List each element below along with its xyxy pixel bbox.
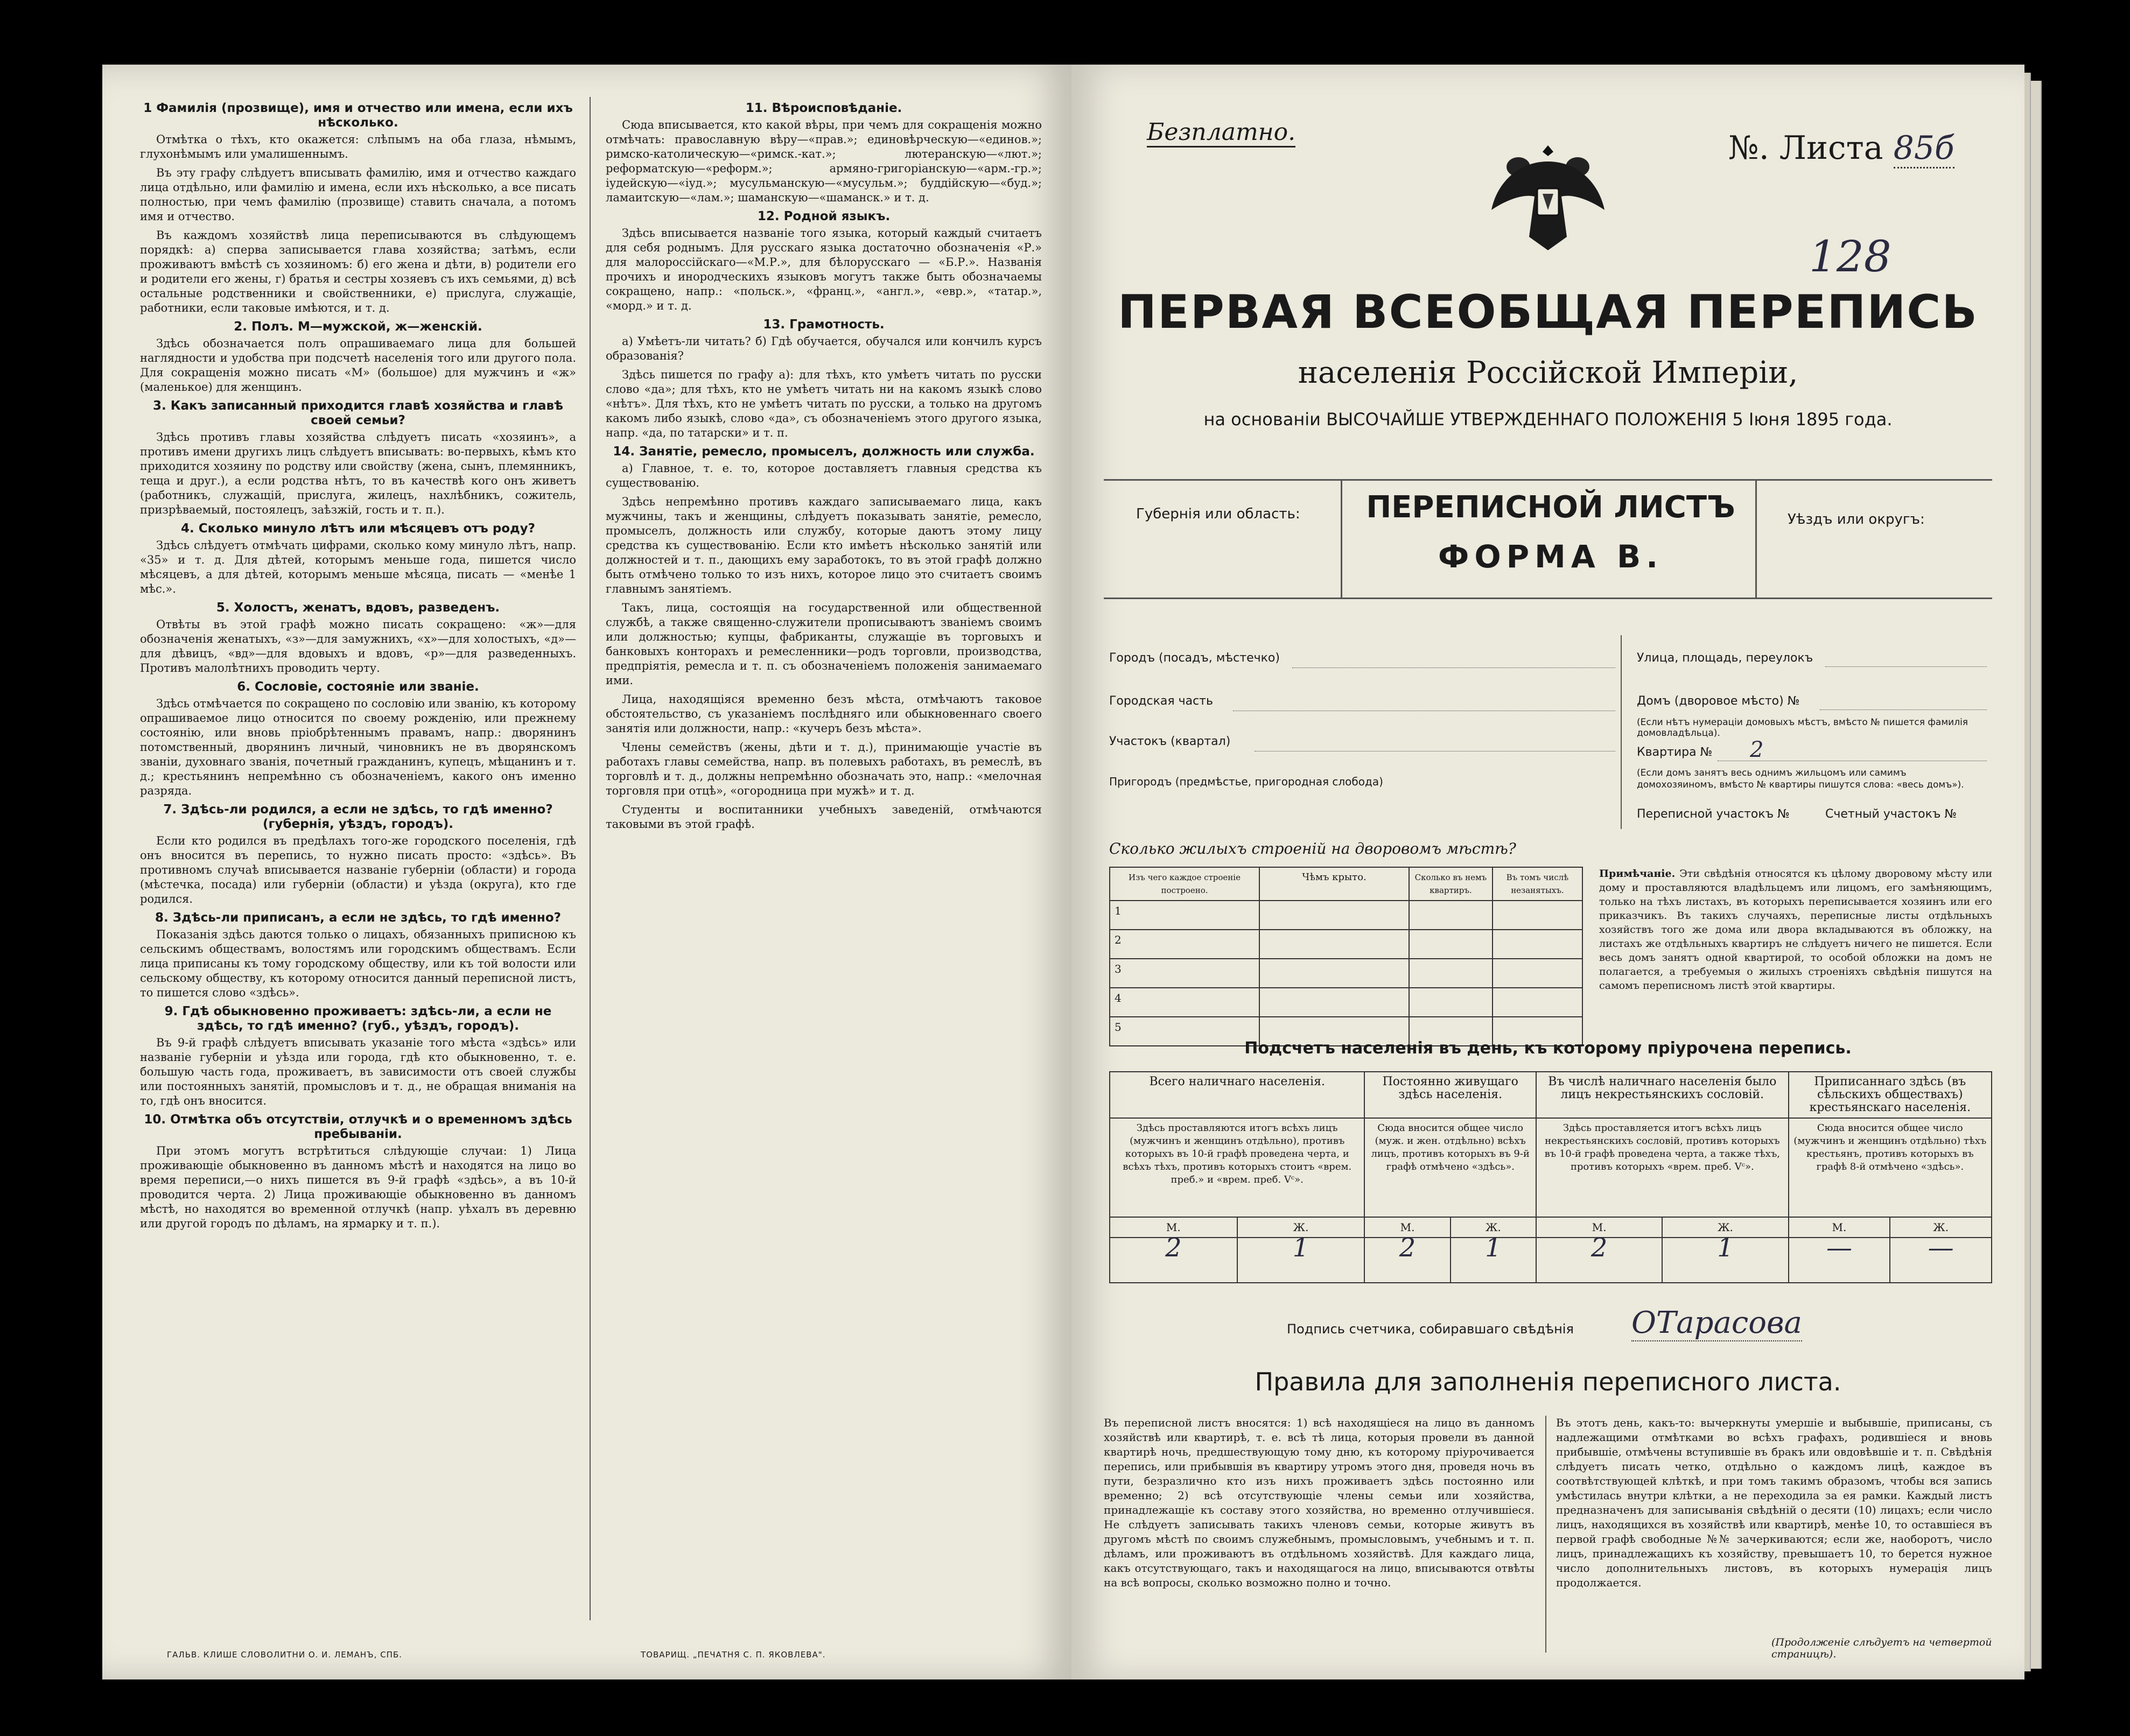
section-paragraph: Здѣсь непремѣнно противъ каждаго записываемаго лица, какъ мужчины, такъ и женщины, слѣдуетъ показывать занятіе, ремесло, промыселъ, должность или службу, которые даютъ этому лицу средства къ существованію. Если кто имѣетъ нѣсколько занятій или должностей и т. п., дающихъ ему заработокъ, то въ этой графѣ должно быть отмѣчено только то изъ нихъ, которое лицо это считаетъ своимъ главнымъ занятіемъ. <box>606 495 1042 595</box>
population-table <box>1109 1071 1992 1283</box>
section-paragraph: Если кто родился въ предѣлахъ того-же городского поселенія, гдѣ онъ вносится въ перепись, то нужно писать просто: «здѣсь». Въ противномъ случаѣ вписывается названіе губерніи (области) и города (мѣстечка, посада) или губерніи (области) и уѣзда (округа), кто где родился. <box>140 834 576 905</box>
sheet-number-value: 85б <box>1894 129 1954 168</box>
rules-continued: (Продолженіе слѣдуетъ на четвертой страницѣ). <box>1771 1636 1992 1660</box>
rules-column-1: Въ переписной листъ вносятся: 1) всѣ находящіеся на лицо въ данномъ хозяйствѣ или квартирѣ, т. е. всѣ тѣ лица, которыя провели въ данной квартирѣ ночь, предшествующую тому дню, къ которому пріурочивается перепись, или прибывшія въ квартиру утромъ этого дня, проведя ночь въ пути, безразлично кто изъ нихъ проживаетъ здѣсь постоянно или временно; 2) всѣ отсутствующіе члены семьи или хозяйства, принадлежащіе къ составу этого хозяйства, но временно отлучившіеся. Не слѣдуетъ записывать такихъ членовъ семьи, которые живутъ въ другомъ мѣстѣ по своимъ служебнымъ, промысловымъ, учебнымъ и т. п. дѣламъ, или проживаютъ въ отдѣльномъ хозяйствѣ. Для каждаго лица, какъ отсутствующаго, такъ и находящагося на лицо, вписываются отвѣты на всѣ вопросы, сколько возможно полно и точно. <box>1104 1416 1535 1589</box>
counting-label: Счетный участокъ № <box>1825 807 1957 821</box>
buildings-header: Чѣмъ крыто. <box>1259 867 1409 901</box>
right-page <box>1071 65 2024 1679</box>
population-header: Приписаннаго здѣсь (въ сѣльскихъ обществахъ) крестьянскаго населенія. <box>1789 1072 1992 1118</box>
section-paragraph: При этомъ могутъ встрѣтиться слѣдующіе случаи: 1) Лица проживающіе обыкновенно въ данномъ мѣстѣ и находятся на лицо во время переписи,—о нихъ пишется въ 9-й графѣ «здѣсь», а въ 10-й проводится черта. 2) Лица проживающіе обыкновенно въ данномъ мѣстѣ, но находятся во временной отлучкѣ (напр. уѣхалъ въ деревню или другой городъ по дѣламъ, на ярмарку и т. п.). <box>140 1144 576 1230</box>
section-heading: 11. Вѣроисповѣданіе. <box>745 101 902 115</box>
population-value: 1 <box>1451 1238 1536 1283</box>
population-desc: Здѣсь проставляется итогъ всѣхъ лицъ некрестьянскихъ сословій, противъ которыхъ въ 10-й графѣ проведена черта, а также тѣхъ, противъ которыхъ «врем. преб. Vᶜ». <box>1536 1118 1789 1217</box>
population-desc: Сюда вносится общее число (мужчинъ и женщинъ отдѣльно) тѣхъ крестьянъ, противъ которыхъ въ графѣ 8-й отмѣчено «здѣсь». <box>1789 1118 1992 1217</box>
section-paragraph: а) Главное, т. е. то, которое доставляетъ главныя средства къ существованію. <box>606 462 1042 489</box>
female-label: Ж. <box>1662 1217 1788 1238</box>
buildings-cell <box>1409 988 1493 1017</box>
buildings-cell <box>1259 930 1409 959</box>
section-heading: 10. Отмѣтка объ отсутствіи, отлучкѣ и о временномъ здѣсь пребываніи. <box>144 1113 572 1141</box>
male-label: М. <box>1789 1217 1890 1238</box>
address-line <box>1825 666 1987 667</box>
instructions-column-2 <box>606 97 1042 1620</box>
column-divider <box>590 97 591 1620</box>
section-heading: 13. Грамотность. <box>763 318 885 332</box>
section-paragraph: Здѣсь слѣдуетъ отмѣчать цифрами, сколько кому минуло лѣтъ, напр. «35» и т. д. Для дѣтей, которымъ меньше года, пишется число мѣсяцевъ, а для дѣтей, которымъ меньше мѣсяца, писать — «менѣе 1 мѣс.». <box>140 539 576 595</box>
buildings-header: Въ томъ числѣ незанятыхъ. <box>1493 867 1582 901</box>
section-heading: 14. Занятіе, ремесло, промыселъ, должность или служба. <box>613 445 1035 459</box>
buildings-row-num: 5 <box>1110 1017 1259 1046</box>
population-desc: Сюда вносится общее число (муж. и жен. отдѣльно) всѣхъ лицъ, противъ которыхъ въ 9-й графѣ отмѣчено «здѣсь». <box>1364 1118 1536 1217</box>
house-label: Домъ (дворовое мѣсто) № <box>1637 694 1800 708</box>
male-label: М. <box>1536 1217 1662 1238</box>
apartment-note: (Если домъ занятъ весь однимъ жильцомъ или самимъ домохозяиномъ, вмѣсто № квартиры пишутся слова: «весь домъ»). <box>1637 768 1964 790</box>
buildings-cell <box>1409 930 1493 959</box>
male-label: М. <box>1364 1217 1450 1238</box>
address-city-label: Городъ (посадъ, мѣстечко) <box>1109 651 1280 665</box>
precinct-label: Переписной участокъ № <box>1637 807 1790 821</box>
apartment-value: 2 <box>1750 737 1764 762</box>
sheet-number-label-text: №. Листа <box>1728 129 1883 167</box>
address-block-label: Участокъ (квартал) <box>1109 735 1231 748</box>
free-label: Безплатно. <box>1147 118 1295 147</box>
header-box-top <box>1104 479 1992 481</box>
buildings-cell <box>1259 959 1409 988</box>
buildings-cell <box>1493 988 1582 1017</box>
apartment-label: Квартира № <box>1637 746 1713 759</box>
section-paragraph: Показанія здѣсь даются только о лицахъ, обязанныхъ приписною къ сельскимъ обществамъ, волостямъ или городскимъ обществамъ. Если лица приписаны къ тому городскому обществу, или къ той волости или сельскому обществу, къ которому относится данный переписной листъ, то пишется слово «здѣсь». <box>140 928 576 999</box>
buildings-row-num: 4 <box>1110 988 1259 1017</box>
left-page <box>102 65 1071 1679</box>
population-value: 2 <box>1536 1238 1662 1283</box>
signature-label: Подпись счетчика, собиравшаго свѣдѣнія <box>1287 1322 1574 1337</box>
section-paragraph: Здѣсь противъ главы хозяйства слѣдуетъ писать «хозяинъ», а противъ имени другихъ лицъ слѣдуетъ вписывать: во-первыхъ, кѣмъ кто приходится хозяину по родству или свойству (жена, сынъ, племянникъ, теща и друг.), а если родства нѣтъ, то въ качествѣ кого онъ живетъ (работникъ, служащій, прислуга, жилецъ, нахлѣбникъ, сожитель, призрѣваемый, постоялецъ, заѣзжій, гость и т. п.). <box>140 431 576 516</box>
buildings-note <box>1599 867 1992 993</box>
section-paragraph: а) Умѣетъ-ли читать? б) Гдѣ обучается, обучался или кончилъ курсъ образованія? <box>606 335 1042 362</box>
census-subtitle: населенія Россійской Имперіи, <box>1298 355 1798 390</box>
buildings-row-num: 1 <box>1110 901 1259 930</box>
instructions-column-1 <box>140 97 576 1620</box>
population-value: — <box>1789 1238 1890 1283</box>
form-letter: ФОРМА В. <box>1438 538 1664 575</box>
section-paragraph: Въ каждомъ хозяйствѣ лица переписываются въ слѣдующемъ порядкѣ: а) сперва записывается глава хозяйства; затѣмъ, если проживаютъ вмѣстѣ съ хозяиномъ: б) его жена и дѣти, в) родители его и родители его жены, г) братья и сестры хозяевъ съ ихъ семьями, д) всѣ остальные родственники и свойственники, е) прислуга, служащіе, работники, если таковые имѣются, и т. д. <box>140 229 576 314</box>
imperial-eagle-emblem <box>1486 129 1610 253</box>
buildings-row-num: 3 <box>1110 959 1259 988</box>
female-label: Ж. <box>1451 1217 1536 1238</box>
district-label: Уѣздъ или округъ: <box>1788 511 1925 528</box>
buildings-cell <box>1493 959 1582 988</box>
section-heading: 6. Сословіе, состояніе или званіе. <box>237 680 479 694</box>
street-label: Улица, площадь, переулокъ <box>1637 651 1813 665</box>
population-header: Постоянно живущаго здѣсь населенія. <box>1364 1072 1536 1118</box>
rules-divider <box>1545 1416 1546 1653</box>
section-heading: 3. Какъ записанный приходится главѣ хозяйства и главѣ своей семьи? <box>152 399 564 427</box>
section-heading: 7. Здѣсь-ли родился, а если не здѣсь, то гдѣ именно? (губернія, уѣздъ, городъ). <box>163 803 553 831</box>
section-heading: 5. Холостъ, женатъ, вдовъ, разведенъ. <box>216 601 500 615</box>
section-paragraph: Здѣсь отмѣчается по сокращено по сословію или званію, къ которому опрашиваемое лицо относится по своему рожденію, или прежнему состоянію, или вновь пріобрѣтеннымъ правамъ, напр.: дворянинъ потомственный, дворянинъ личный, чиновникъ не въ дворянскомъ званіи, духовнаго званія, почетный гражданинъ, купецъ, мѣщанинъ и т. д.; крестьянинъ непремѣнно съ обозначеніемъ, какого онъ именно разряда. <box>140 697 576 797</box>
population-header: Въ числѣ наличнаго населенія было лицъ некрестьянскихъ сословій. <box>1536 1072 1789 1118</box>
rules-title: Правила для заполненія переписного листа. <box>1255 1367 1841 1396</box>
header-box-bottom <box>1104 598 1992 599</box>
address-suburb-label: Пригородъ (предмѣстье, пригородная слобода) <box>1109 775 1383 788</box>
buildings-cell <box>1259 988 1409 1017</box>
buildings-header: Сколько въ немъ квартиръ. <box>1409 867 1493 901</box>
population-value: 2 <box>1364 1238 1450 1283</box>
buildings-table <box>1109 867 1583 1046</box>
address-line <box>1820 709 1987 710</box>
sheet-number-label <box>1728 129 1954 167</box>
section-paragraph: Члены семействъ (жены, дѣти и т. д.), принимающіе участіе въ работахъ главы семейства, напр. въ полевыхъ работахъ, въ ремеслѣ, въ торговлѣ и т. д., должны непремѣнно обозначать это, напр.: «мелочная торговля при отцѣ», «огородница при мужѣ» и т. д. <box>606 741 1042 797</box>
legal-basis: на основаніи ВЫСОЧАЙШЕ УТВЕРЖДЕННАГО ПОЛОЖЕНІЯ 5 Іюня 1895 года. <box>1203 409 1893 430</box>
census-title: ПЕРВАЯ ВСЕОБЩАЯ ПЕРЕПИСЬ <box>1118 285 1978 339</box>
section-paragraph: Въ 9-й графѣ слѣдуетъ вписывать указаніе того мѣста «здѣсь» или названіе губерніи и уѣзда или города, гдѣ кто обыкновенно, т. е. большую часть года, проживаетъ, въ зависимости отъ своей службы или постоянныхъ занятій, промысловъ и т. д., не обращая вниманія на то, гдѣ онъ вносится. <box>140 1036 576 1107</box>
population-desc: Здѣсь проставляются итогъ всѣхъ лицъ (мужчинъ и женщинъ отдѣльно), противъ которыхъ въ 10-й графѣ проведена черта, и всѣхъ тѣхъ, противъ которыхъ стоитъ «врем. преб.» и «врем. преб. Vᶜ». <box>1110 1118 1364 1217</box>
section-heading: 8. Здѣсь-ли приписанъ, а если не здѣсь, то гдѣ именно? <box>155 911 561 925</box>
section-paragraph: Сюда вписывается, кто какой вѣры, при чемъ для сокращенія можно отмѣчать: православную вѣру—«прав.»; единовѣрческую—«единов.»; римско-католическую—«римск.-кат.»; лютеранскую—«лют.»; реформатскую—«реформ.»; армяно-григоріанскую—«арм.-гр.»; іудейскую—«іуд.»; мусульманскую—«мусульм.»; буддійскую—«буд.»; ламаитскую—«лам.»; шаманскую—«шаманск.» и т. д. <box>606 118 1042 204</box>
buildings-header: Изъ чего каждое строеніе построено. <box>1110 867 1259 901</box>
note-label: Примѣчаніе. <box>1599 868 1676 880</box>
section-paragraph: Отвѣты въ этой графѣ можно писать сокращено: «ж»—для обозначенія женатыхъ, «з»—для замужнихъ, «х»—для холостыхъ, «д»—для дѣвицъ, «вд»—для вдовыхъ и вдовъ, «р»—для разведенныхъ. Противъ малолѣтнихъ проводить черту. <box>140 618 576 674</box>
section-paragraph: Здѣсь пишется по графу а): для тѣхъ, кто умѣетъ читать по русски слово «да»; для тѣхъ, кто не умѣетъ читать ни на какомъ языкѣ слово «нѣтъ». Для тѣхъ, кто не умѣетъ читать по русски, а только на другомъ какомъ либо языкѣ, слово «да», съ обозначеніемъ этого другого языка, напр. «да, по татарски» и т. п. <box>606 368 1042 439</box>
address-district-label: Городская часть <box>1109 694 1213 708</box>
form-title: ПЕРЕПИСНОЙ ЛИСТЪ <box>1366 490 1735 525</box>
header-divider-left <box>1341 479 1342 598</box>
population-header: Всего наличнаго населенія. <box>1110 1072 1364 1118</box>
buildings-cell <box>1493 901 1582 930</box>
section-paragraph: Студенты и воспитанники учебныхъ заведеній, отмѣчаются таковыми въ этой графѣ. <box>606 803 1042 831</box>
buildings-cell <box>1493 930 1582 959</box>
female-label: Ж. <box>1890 1217 1992 1238</box>
section-heading: 12. Родной языкъ. <box>757 209 891 223</box>
section-paragraph: Такъ, лица, состоящія на государственной или общественной службѣ, а также священно-служители прописываютъ званіемъ своимъ или должностью; купцы, фабриканты, служащіе въ торговыхъ и банковыхъ конторахъ и ремесленники—родъ торговли, производства, предпріятія, ремесла и т. п. съ обозначеніемъ положенія занимаемаго ими. <box>606 601 1042 687</box>
province-label: Губернія или область: <box>1136 506 1300 522</box>
buildings-cell <box>1409 959 1493 988</box>
population-value: — <box>1890 1238 1992 1283</box>
population-value: 1 <box>1237 1238 1365 1283</box>
handwritten-number: 128 <box>1809 231 1891 282</box>
section-paragraph: Отмѣтка о тѣхъ, кто окажется: слѣпымъ на оба глаза, нѣмымъ, глухонѣмымъ или умалишеннымъ. <box>140 133 576 160</box>
address-line <box>1292 667 1615 668</box>
buildings-cell <box>1259 901 1409 930</box>
section-paragraph: Здѣсь вписывается названіе того языка, который каждый считаетъ для себя роднымъ. Для русскаго языка достаточно обозначенія «Р.» для малороссійскаго—«М.Р.», для бѣлорусскаго — «Б.Р.». Названія прочихъ и инородческихъ языковъ могутъ также быть обозначаемы сокращено, напр.: «польск.», «франц.», «англ.», «евр.», «татар.», «морд.» и т. д. <box>606 227 1042 312</box>
buildings-row-num: 2 <box>1110 930 1259 959</box>
note-text: Эти свѣдѣнія относятся къ цѣлому дворовому мѣсту или дому и проставляются владѣльцемъ или лицомъ, его замѣняющимъ, только на тѣхъ листахъ, въ которыхъ переписывается хозяинъ или его приказчикъ. Въ такихъ случаяхъ, переписные листы отдѣльныхъ хозяйствъ того же дома или двора вкладываются въ обложку, на листахъ же отдѣльныхъ квартиръ не слѣдуетъ ничего не пишется. Если весь домъ занятъ одной квартирой, то особой обложки на домъ не полагается, а требуемыя о жилыхъ строеніяхъ свѣдѣнія пишутся на самомъ переписномъ листѣ этой квартиры. <box>1599 868 1992 992</box>
enumerator-signature: ОТарасова <box>1631 1305 1802 1340</box>
buildings-cell <box>1409 901 1493 930</box>
section-heading: 1 Фамилія (прозвище), имя и отчество или имена, если ихъ нѣсколько. <box>143 101 573 130</box>
printer-footer-left: ГАЛЬВ. КЛИШЕ СЛОВОЛИТНИ О. И. ЛЕМАНЪ, СПБ. <box>167 1650 403 1660</box>
house-note: (Если нѣтъ нумераціи домовыхъ мѣстъ, вмѣсто № пишется фамилія домовладѣльца). <box>1637 717 1968 739</box>
section-paragraph: Здѣсь обозначается полъ опрашиваемаго лица для большей наглядности и удобства при подсчетѣ населенія того или другого пола. Для сокращенія можно писать «М» (большое) для мужчинъ и «ж» (маленькое) для женщинъ. <box>140 337 576 393</box>
section-heading: 2. Полъ. М—мужской, ж—женскій. <box>234 320 482 334</box>
buildings-question: Сколько жилыхъ строеній на дворовомъ мѣстѣ? <box>1109 840 1516 858</box>
rules-column-2: Въ этотъ день, какъ-то: вычеркнуты умершіе и выбывшіе, приписаны, съ надлежащими отмѣтками во всѣхъ графахъ, родившіеся и вновь прибывшіе, отмѣчены вступившіе въ бракъ или овдовѣвшіе и т. п. Свѣдѣнія слѣдуетъ писать четко, отдѣльно о каждомъ лицѣ, каждое въ соотвѣтствующей клѣткѣ, и при томъ такимъ образомъ, чтобы вся запись умѣстилась внутри клѣтки, а не переходила за ея рамки. Каждый листъ предназначенъ для записыванія свѣдѣній о десяти (10) лицахъ; если число лицъ, находящихся въ хозяйствѣ или квартирѣ, менѣе 10, то оставшіеся въ первой графѣ свободные №№ зачеркиваются; если же, наоборотъ, число лицъ, принадлежащихъ къ хозяйству, превышаетъ 10, то берется нужное число дополнительныхъ листовъ, въ которыхъ нумерація лицъ продолжается. <box>1556 1416 1992 1589</box>
section-paragraph: Лица, находящіяся временно безъ мѣста, отмѣчаютъ таковое обстоятельство, съ указаніемъ послѣдняго или обыкновеннаго своего занятія или должности, напр.: «кучеръ безъ мѣста». <box>606 693 1042 735</box>
female-label: Ж. <box>1237 1217 1365 1238</box>
address-divider <box>1621 635 1622 829</box>
header-divider-right <box>1755 479 1757 598</box>
male-label: М. <box>1110 1217 1237 1238</box>
population-value: 1 <box>1662 1238 1788 1283</box>
population-title: Подсчетъ населенія въ день, къ которому пріурочена перепись. <box>1244 1039 1852 1058</box>
section-heading: 4. Сколько минуло лѣтъ или мѣсяцевъ отъ роду? <box>181 522 535 536</box>
printer-footer-right: ТОВАРИЩ. „ПЕЧАТНЯ С. П. ЯКОВЛЕВА". <box>641 1650 826 1660</box>
population-value: 2 <box>1110 1238 1237 1283</box>
section-heading: 9. Гдѣ обыкновенно проживаетъ: здѣсь-ли, а если не здѣсь, то гдѣ именно? (губ., уѣздъ, городъ). <box>164 1004 552 1033</box>
section-paragraph: Въ эту графу слѣдуетъ вписывать фамилію, имя и отчество каждаго лица отдѣльно, или фамилію и имена, если ихъ нѣсколько, а все писать полностью, при чемъ фамилію (прозвище) ставить сначала, а потомъ имя и отчество. <box>140 166 576 223</box>
